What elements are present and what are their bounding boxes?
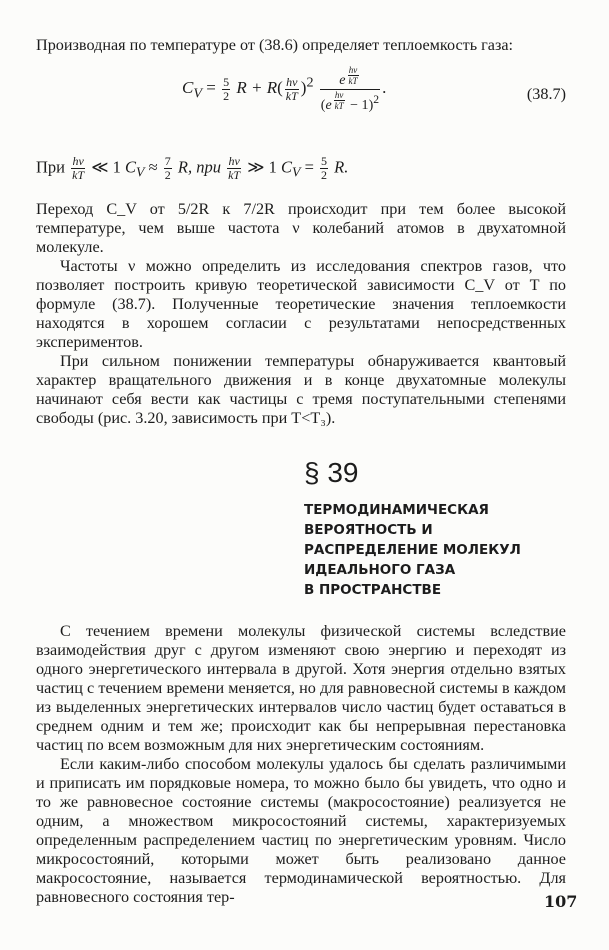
page-body bbox=[36, 36, 566, 907]
formula-limits: При $\frac{h\nu}{kT}$ ≪ 1 $C_V$ ≈ $\frac{7}{2}$ R, при $\frac{h\nu}{kT}$ ≫ 1 $C_V$ = $\frac{5}{2}$ R. bbox=[36, 154, 349, 182]
paragraph-low-temperature: При сильном понижении температуры обнаруживается квантовый характер вращательного движения и в конце двухатомные молекулы начинают себя вести как частицы с тремя поступательными степенями свободы (рис. 3.20, зависимость при T<T₃). bbox=[36, 352, 566, 427]
paragraph-intro: Производная по температуре от (38.6) определяет теплоемкость газа: bbox=[36, 36, 514, 54]
equation-number: (38.7) bbox=[526, 85, 566, 103]
paragraph-transition: Переход C_V от 5/2R к 7/2R происходит при тем более высокой температуре, чем выше частота ν колебаний атомов в двухатомной молекуле. bbox=[36, 200, 566, 256]
formula-expression: $C_V$ = $\frac{5}{2}$ R + R( $\frac{h\nu}{kT}$ )$^2$ e $^{\frac{h\nu}{kT}}$ (e $^{\frac{h\nu}{kT}}$ − 1)$^2$ . bbox=[182, 65, 387, 113]
paragraph-energy-exchange: С течением времени молекулы физической системы вследствие взаимодействия друг с другом изменяют свою энергию и переходят из одного энергетического интервала в другой. Хотя энергия отдельно взятых частиц с течением времени меняется, но для равновесной системы в каждом из выделенных энергетических интервалов число частиц будет оставаться в среднем одним и тем же; происходит как бы непрерывная перестановка частиц по всем возможным для них энергетическим состояниям. bbox=[36, 622, 566, 754]
section-title-line: РАСПРЕДЕЛЕНИЕ МОЛЕКУЛ bbox=[304, 542, 521, 558]
section-title-line: ИДЕАЛЬНОГО ГАЗА bbox=[304, 562, 456, 578]
section-title-line: В ПРОСТРАНСТВЕ bbox=[304, 582, 442, 598]
section-title-line: ТЕРМОДИНАМИЧЕСКАЯ bbox=[304, 502, 489, 518]
formula-38-7 bbox=[36, 55, 566, 151]
paragraph-frequencies: Частоты ν можно определить из исследования спектров газов, что позволяет построить кривую теоретической зависимости C_V от T по формуле (38.7). Полученные теоретические значения теплоемкости находятся в хорошем согласии с результатами непосредственных экспериментов. bbox=[36, 257, 566, 351]
paragraph-microstates: Если каким-либо способом молекулы удалось бы сделать различимыми и приписать им порядковые номера, то можно было бы увидеть, что одно и то же равновесное состояние системы (макросостояние) реализуется не одним, а множеством микросостояний системы, характеризуемых определенным распределением частиц по энергетическим уровням. Число микросостояний, которыми может быть реализовано данное макросостояние, называется термодинамической вероятностью. Для равновесного состояния тер- bbox=[36, 755, 566, 906]
section-title-line: ВЕРОЯТНОСТЬ И bbox=[304, 522, 433, 538]
page-number: 107 bbox=[544, 892, 578, 911]
section-heading bbox=[304, 456, 566, 600]
section-number: § 39 bbox=[304, 457, 359, 488]
